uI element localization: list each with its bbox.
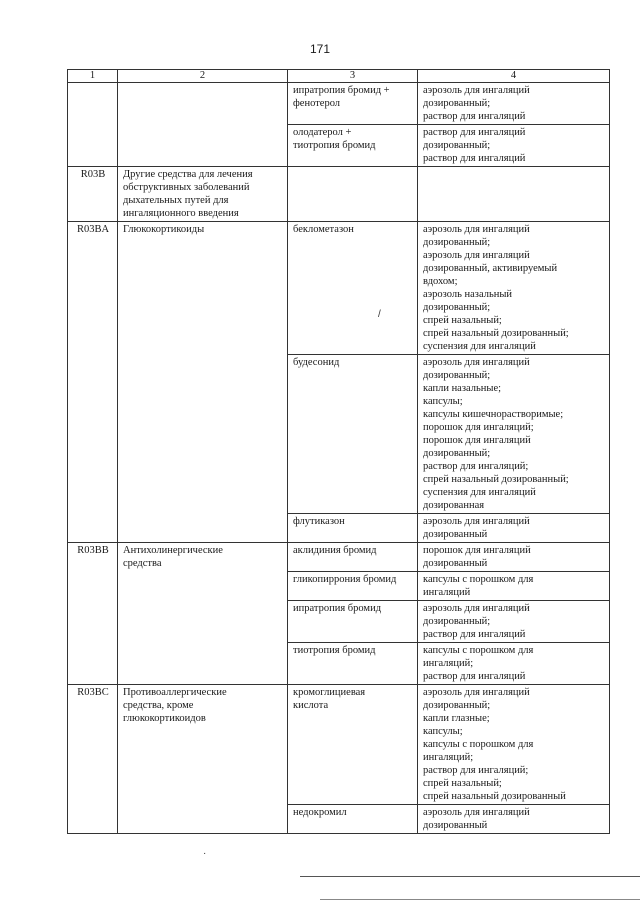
drug-name-cell: [288, 167, 418, 222]
dosage-forms-cell: аэрозоль для ингаляций дозированный; капли назальные; капсулы; капсулы кишечнорастворимые; порошок для ингаляций; порошок для ингаляций дозированный; раствор для ингаляций; спрей назальный дозированный; суспензия для ингаляций дозированная: [418, 355, 610, 514]
dosage-forms-cell: аэрозоль для ингаляций дозированный; раствор для ингаляций: [418, 601, 610, 643]
atc-code-cell: R03BB: [68, 543, 118, 685]
drug-name-cell: тиотропия бромид: [288, 643, 418, 685]
column-header: 4: [418, 70, 610, 83]
group-name-cell: Антихолинергические средства: [118, 543, 288, 685]
dosage-forms-cell: аэрозоль для ингаляций дозированный; аэрозоль для ингаляций дозированный, активируемый вдохом; аэрозоль назальный дозированный; спрей назальный; спрей назальный дозированный; суспензия для ингаляций: [418, 222, 610, 355]
dosage-forms-cell: аэрозоль для ингаляций дозированный: [418, 805, 610, 834]
drug-name-cell: флутиказон: [288, 514, 418, 543]
drug-name-cell: ипратропия бромид + фенотерол: [288, 83, 418, 125]
table-row: [68, 543, 610, 572]
scan-line: [320, 899, 640, 900]
dosage-forms-cell: аэрозоль для ингаляций дозированный; капли глазные; капсулы; капсулы с порошком для ингаляций; раствор для ингаляций; спрей назальный; спрей назальный дозированный: [418, 685, 610, 805]
drug-name-cell: олодатерол + тиотропия бромид: [288, 125, 418, 167]
table-row: [68, 83, 610, 125]
column-header: 1: [68, 70, 118, 83]
drug-table: [67, 69, 610, 834]
dosage-forms-cell: аэрозоль для ингаляций дозированный: [418, 514, 610, 543]
drug-name-cell: аклидиния бромид: [288, 543, 418, 572]
group-name-cell: Противоаллергические средства, кроме глюкокортикоидов: [118, 685, 288, 834]
table-body: [68, 83, 610, 834]
atc-code-cell: R03BA: [68, 222, 118, 543]
atc-code-cell: R03BC: [68, 685, 118, 834]
dosage-forms-cell: капсулы с порошком для ингаляций: [418, 572, 610, 601]
dosage-forms-cell: капсулы с порошком для ингаляций; раствор для ингаляций: [418, 643, 610, 685]
group-name-cell: Глюкокортикоиды: [118, 222, 288, 543]
dosage-forms-cell: [418, 167, 610, 222]
dosage-forms-cell: аэрозоль для ингаляций дозированный; раствор для ингаляций: [418, 83, 610, 125]
group-name-cell: Другие средства для лечения обструктивных заболеваний дыхательных путей для ингаляционного введения: [118, 167, 288, 222]
atc-code-cell: R03B: [68, 167, 118, 222]
column-header: 3: [288, 70, 418, 83]
scan-mark: /: [378, 309, 381, 320]
group-name-cell: [118, 83, 288, 167]
atc-code-cell: [68, 83, 118, 167]
table-row: [68, 685, 610, 805]
table-header-row: [68, 70, 610, 83]
drug-name-cell: ипратропия бромид: [288, 601, 418, 643]
drug-name-cell: недокромил: [288, 805, 418, 834]
table-row: [68, 222, 610, 355]
drug-name-cell: беклометазон: [288, 222, 418, 355]
dosage-forms-cell: порошок для ингаляций дозированный: [418, 543, 610, 572]
drug-name-cell: будесонид: [288, 355, 418, 514]
table-row: [68, 167, 610, 222]
column-header: 2: [118, 70, 288, 83]
scan-mark: ·: [203, 848, 207, 859]
dosage-forms-cell: раствор для ингаляций дозированный; раствор для ингаляций: [418, 125, 610, 167]
scan-line: [300, 876, 640, 877]
drug-name-cell: кромоглициевая кислота: [288, 685, 418, 805]
page-number: 171: [309, 42, 331, 56]
drug-name-cell: гликопиррония бромид: [288, 572, 418, 601]
